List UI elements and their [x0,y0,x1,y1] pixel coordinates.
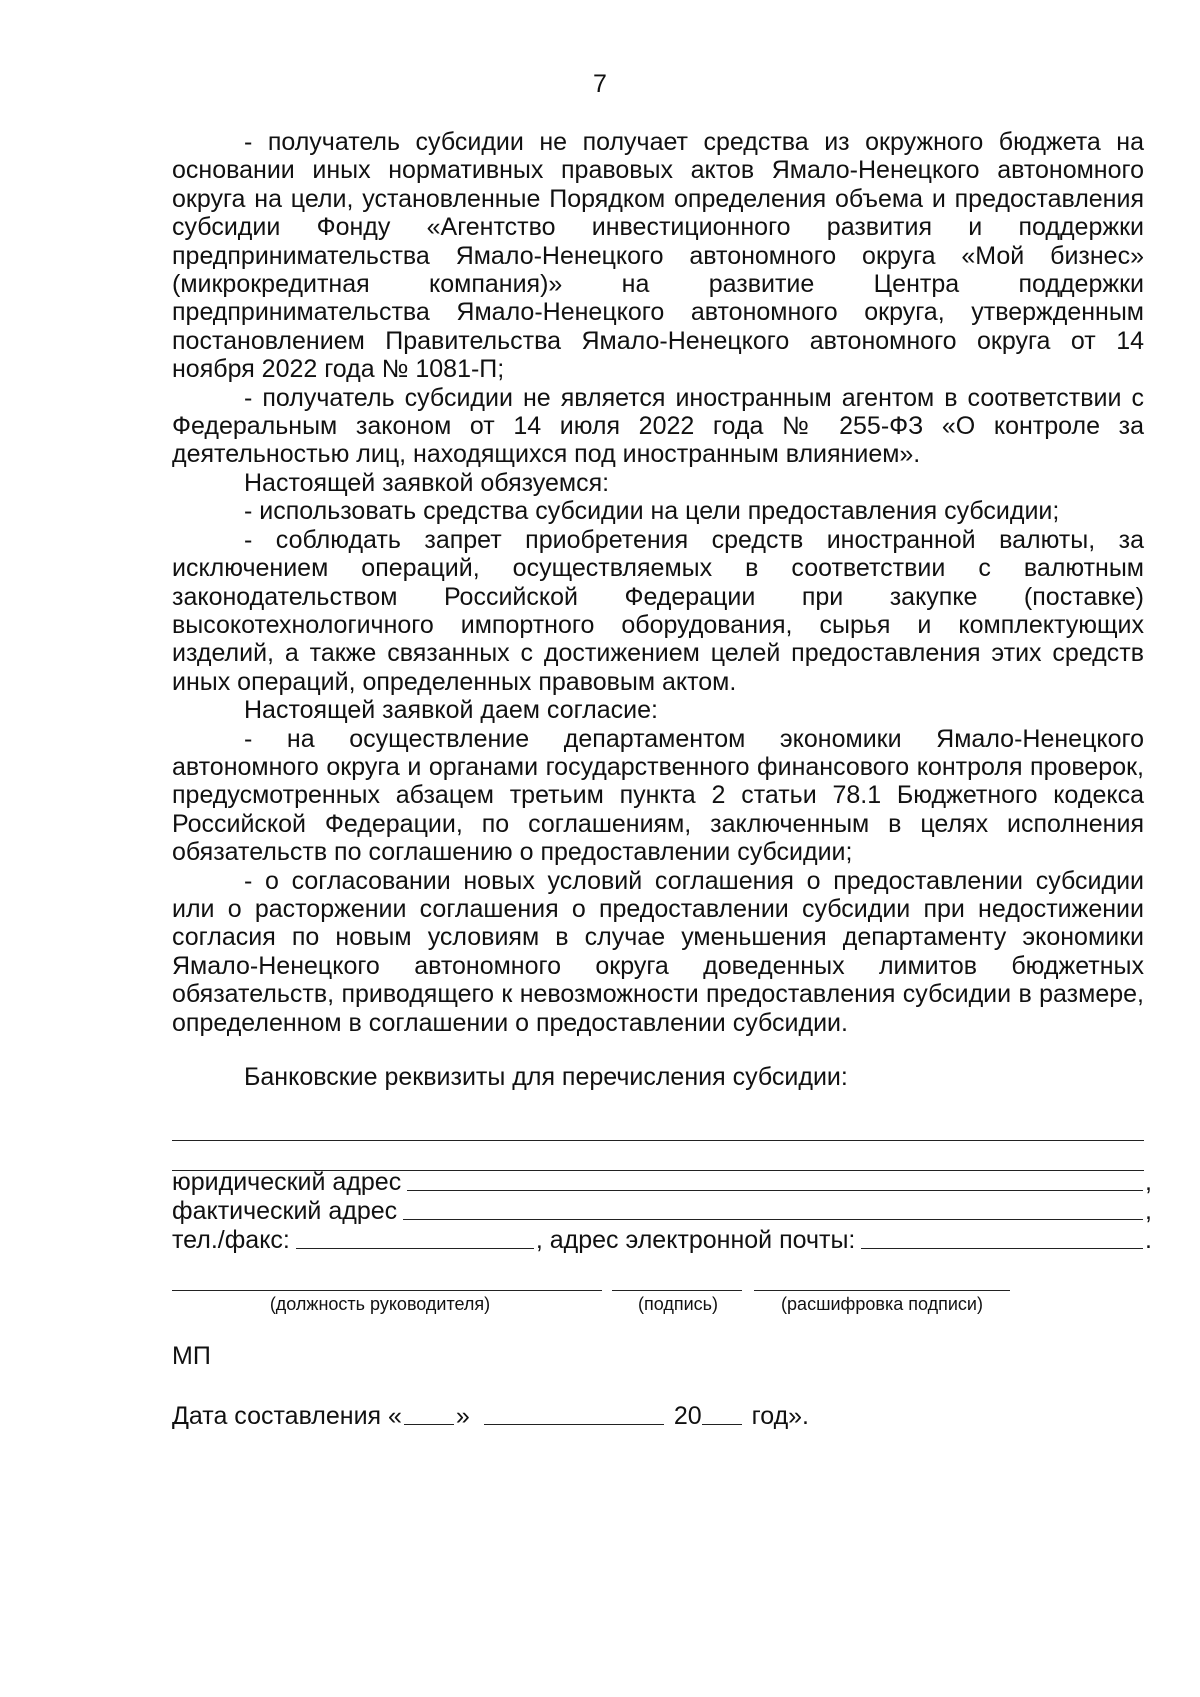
date-year-prefix: 20 [673,1402,702,1430]
email-label: , адрес электронной почты: [535,1226,856,1254]
date-day-field[interactable] [404,1424,454,1425]
signature-caption: (подпись) [637,1294,719,1314]
date-row [172,1400,809,1430]
signature-decoding-line[interactable] [754,1290,1010,1291]
position-signature-line[interactable] [172,1290,602,1291]
paragraph-use-funds: - использовать средства субсидии на цели предоставления субсидии; [244,497,1060,526]
paragraph-consent-inspections: - на осуществление департаментом экономики Ямало-Ненецкого автономного округа и органами государственного финансового контроля проверок, предусмотренных абзацем третьим пункта 2 статьи 78.1 Бюджетного кодекса Российской Федерации, по соглашениям, заключенным в целях исполнения обязательств по соглашению о предоставлении субсидии; [172,724,1144,867]
bank-details-line-1[interactable] [172,1140,1144,1141]
actual-address-field[interactable] [403,1219,1143,1220]
document-body [172,128,1144,1091]
signature-line[interactable] [612,1290,742,1291]
actual-address-row [172,1195,1152,1225]
date-month-field[interactable] [484,1424,664,1425]
paragraph-obligations-heading: Настоящей заявкой обязуемся: [244,468,610,497]
date-year-field[interactable] [702,1424,742,1425]
position-caption: (должность руководителя) [269,1294,491,1314]
legal-address-comma: , [1145,1168,1152,1196]
contacts-row [172,1224,1152,1254]
paragraph-not-foreign-agent: - получатель субсидии не является иностранным агентом в соответствии с Федеральным законом от 14 июля 2022 года № 255-ФЗ «О контроле за деятельностью лиц, находящихся под иностранным влиянием». [172,383,1144,469]
phone-fax-label: тел./факс: [172,1226,290,1254]
email-field[interactable] [861,1248,1143,1249]
legal-address-row [172,1166,1152,1196]
paragraph-consent-heading: Настоящей заявкой даем согласие: [244,696,658,725]
phone-fax-field[interactable] [296,1248,534,1249]
date-quote-close: » [455,1402,470,1430]
signature-decoding-caption: (расшифровка подписи) [781,1294,983,1314]
paragraph-consent-new-terms: - о согласовании новых условий соглашения о предоставлении субсидии или о расторжении соглашения о предоставлении субсидии при недостижении согласия по новым условиям в случае уменьшения департаменту экономики Ямало-Ненецкого автономного округа доведенных лимитов бюджетных обязательств, приводящего к невозможности предоставления субсидии в размере, определенном в соглашении о предоставлении субсидии. [172,866,1144,1037]
date-label: Дата составления « [172,1402,402,1430]
legal-address-field[interactable] [407,1190,1143,1191]
contacts-period: . [1145,1226,1152,1254]
legal-address-label: юридический адрес [172,1168,402,1196]
page-number: 7 [593,70,607,98]
date-year-suffix: год». [751,1402,810,1430]
paragraph-no-other-funding: - получатель субсидии не получает средства из окружного бюджета на основании иных нормативных правовых актов Ямало-Ненецкого автономного округа на цели, установленные Порядком определения объема и предоставления субсидии Фонду «Агентство инвестиционного развития и поддержки предпринимательства Ямало-Ненецкого автономного округа «Мой бизнес» (микрокредитная компания)» на развитие Центра поддержки предпринимательства Ямало-Ненецкого автономного округа, утвержденным постановлением Правительства Ямало-Ненецкого автономного округа от 14 ноября 2022 года № 1081-П; [172,128,1144,384]
stamp-label: МП [172,1342,211,1370]
actual-address-comma: , [1145,1197,1152,1225]
paragraph-currency-ban: - соблюдать запрет приобретения средств иностранной валюты, за исключением операций, осуществляемых в соответствии с валютным законодательством Российской Федерации при закупке (поставке) высокотехнологичного импортного оборудования, сырья и комплектующих изделий, а также связанных с достижением целей предоставления этих средств иных операций, определенных правовым актом. [172,525,1144,696]
bank-details-label: Банковские реквизиты для перечисления субсидии: [244,1063,848,1091]
actual-address-label: фактический адрес [172,1197,398,1225]
